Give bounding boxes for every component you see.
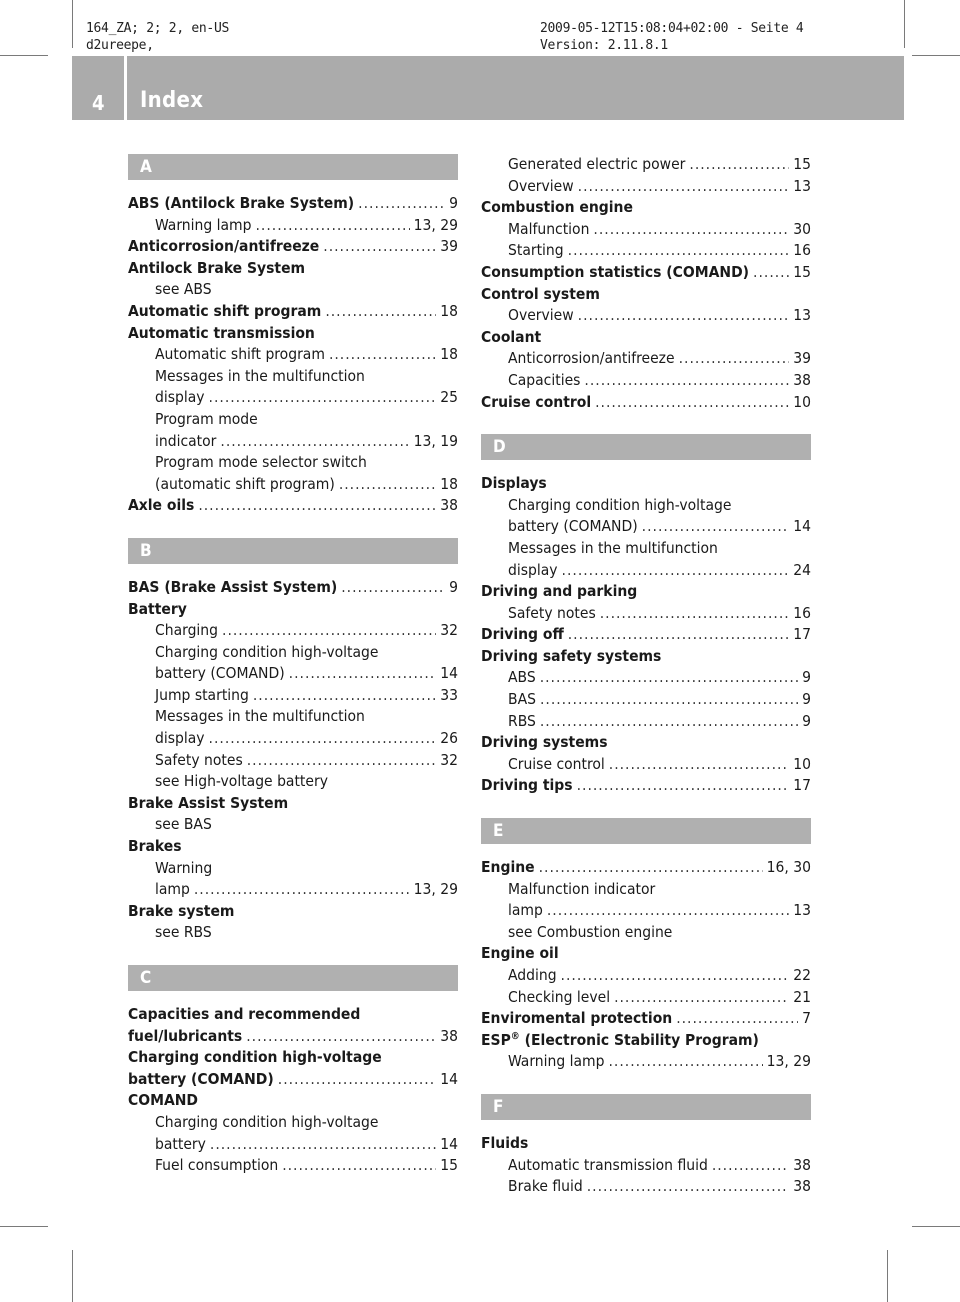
entry-label: BAS (Brake Assist System) — [128, 577, 338, 596]
entry-label: Charging — [155, 621, 219, 640]
index-subentry: Warning — [155, 858, 213, 877]
section-spacer — [481, 1120, 811, 1133]
index-subentry — [128, 685, 458, 707]
page-reference: 13, 29 — [413, 880, 458, 899]
index-subentry — [481, 900, 811, 922]
index-heading: Fluids — [481, 1133, 529, 1152]
meta-line: Version: 2.11.8.1 — [540, 38, 668, 53]
index-subentry: Program mode selector switch — [155, 453, 367, 472]
index-subentry — [481, 1051, 811, 1073]
index-heading: COMAND — [128, 1091, 199, 1110]
entry-label: Jump starting — [155, 685, 249, 704]
index-subentry: Messages in the multifunction — [155, 707, 365, 726]
entry-label: Cruise control — [481, 392, 592, 411]
page-reference: 38 — [793, 1155, 811, 1174]
index-entry — [128, 577, 458, 599]
index-subentry — [481, 987, 811, 1009]
index-subentry: Messages in the multifunction — [155, 366, 365, 385]
leader-dots — [210, 1134, 436, 1156]
leader-dots — [358, 193, 445, 215]
leader-dots — [587, 1176, 790, 1198]
entry-label: Engine — [481, 858, 535, 877]
leader-dots — [198, 495, 436, 517]
entry-label: Fuel consumption — [155, 1156, 279, 1175]
entry-label: Warning lamp — [155, 215, 252, 234]
leader-dots — [209, 387, 437, 409]
index-entry — [128, 301, 458, 323]
leader-dots — [329, 344, 436, 366]
print-meta-right — [540, 20, 803, 54]
section-spacer — [128, 564, 458, 577]
leader-dots — [614, 987, 789, 1009]
section-letter-bar: C — [128, 965, 458, 991]
index-subentry: see BAS — [155, 815, 212, 834]
leader-dots — [247, 750, 437, 772]
page-reference: 22 — [793, 966, 811, 984]
page-reference: 10 — [793, 392, 811, 411]
index-entry — [128, 236, 458, 258]
crop-mark — [912, 1226, 960, 1227]
leader-dots — [712, 1155, 789, 1177]
page-reference: 16 — [793, 603, 811, 622]
index-subentry — [128, 387, 458, 409]
index-entry — [128, 1069, 458, 1091]
leader-dots — [577, 775, 790, 797]
entry-label: Starting — [508, 241, 564, 260]
index-subentry — [481, 965, 811, 987]
entry-label: (automatic shift program) — [155, 474, 335, 493]
leader-dots — [561, 965, 790, 987]
leader-dots — [584, 370, 789, 392]
entry-label: display — [155, 388, 205, 407]
page-reference: 13, 29 — [766, 1052, 811, 1071]
page-reference: 39 — [793, 349, 811, 368]
page-reference: 14 — [440, 1069, 458, 1088]
index-heading: Driving systems — [481, 733, 608, 752]
entry-label: Malfunction — [508, 219, 590, 238]
index-entry — [481, 392, 811, 414]
entry-label: Safety notes — [508, 603, 596, 622]
page-reference: 33 — [440, 685, 458, 704]
index-subentry: see Combustion engine — [508, 922, 673, 941]
index-subentry — [481, 667, 811, 689]
index-heading: Engine oil — [481, 944, 559, 963]
entry-label: battery (COMAND) — [508, 517, 638, 536]
page-reference: 38 — [793, 1177, 811, 1196]
page-reference: 32 — [440, 750, 458, 769]
leader-dots — [568, 240, 790, 262]
entry-label: battery — [155, 1134, 206, 1153]
entry-label: display — [155, 729, 205, 748]
crop-mark — [72, 0, 73, 48]
index-heading: Control system — [481, 284, 600, 303]
index-heading: Driving and parking — [481, 582, 638, 601]
index-subentry: Malfunction indicator — [508, 879, 656, 898]
page-reference: 18 — [440, 474, 458, 493]
index-subentry — [128, 620, 458, 642]
section-spacer — [128, 991, 458, 1004]
section-letter-bar: E — [481, 818, 811, 844]
index-subentry: Charging condition high-voltage — [508, 495, 732, 514]
page-reference: 24 — [793, 560, 811, 579]
page-reference: 17 — [793, 625, 811, 644]
index-subentry — [481, 1155, 811, 1177]
index-subentry — [481, 560, 811, 582]
index-heading: Automatic transmission — [128, 323, 315, 342]
entry-label: lamp — [155, 880, 190, 899]
leader-dots — [256, 215, 410, 237]
leader-dots — [289, 663, 437, 685]
page-reference: 15 — [793, 155, 811, 173]
entry-label: Overview — [508, 176, 574, 195]
leader-dots — [568, 624, 790, 646]
index-subentry — [128, 474, 458, 496]
leader-dots — [753, 262, 789, 284]
page-reference: 32 — [440, 621, 458, 640]
entry-label: Cruise control — [508, 754, 605, 773]
index-column-right — [481, 154, 811, 1198]
header-divider — [124, 56, 127, 120]
leader-dots — [679, 348, 790, 370]
page-reference: 13, 29 — [413, 215, 458, 234]
leader-dots — [282, 1155, 436, 1177]
index-heading: Antilock Brake System — [128, 258, 306, 277]
index-heading: Brakes — [128, 837, 182, 856]
index-entry — [481, 1008, 811, 1030]
page-reference: 9 — [449, 577, 458, 596]
section-spacer — [128, 517, 458, 538]
meta-line: d2ureepe, — [86, 38, 154, 53]
page-reference: 38 — [793, 370, 811, 389]
index-subentry — [481, 711, 811, 733]
leader-dots — [547, 900, 789, 922]
page-reference: 14 — [440, 664, 458, 683]
page-reference: 13, 19 — [413, 431, 458, 450]
leader-dots — [689, 154, 789, 176]
entry-label: ABS (Antilock Brake System) — [128, 194, 355, 212]
index-subentry — [481, 603, 811, 625]
leader-dots — [593, 219, 789, 241]
entry-label: RBS — [508, 711, 536, 730]
section-spacer — [128, 180, 458, 193]
index-heading: ESP® (Electronic Stability Program) — [481, 1030, 759, 1049]
page-number: 4 — [92, 91, 105, 115]
index-entry — [481, 857, 811, 879]
index-subentry — [481, 1176, 811, 1198]
leader-dots — [562, 560, 790, 582]
entry-label: Brake fluid — [508, 1177, 583, 1196]
entry-label: lamp — [508, 901, 543, 920]
index-entry — [128, 193, 458, 215]
page-reference: 15 — [440, 1156, 458, 1175]
leader-dots — [540, 667, 798, 689]
index-subentry — [481, 754, 811, 776]
index-heading: Brake Assist System — [128, 793, 289, 812]
crop-mark — [0, 55, 48, 56]
page-reference: 18 — [440, 301, 458, 320]
section-letter-bar: A — [128, 154, 458, 180]
index-subentry — [128, 344, 458, 366]
index-subentry — [481, 516, 811, 538]
page-reference: 14 — [793, 517, 811, 536]
page-reference: 38 — [440, 496, 458, 515]
index-entry — [481, 624, 811, 646]
crop-mark — [72, 1250, 73, 1302]
entry-label: battery (COMAND) — [128, 1069, 274, 1088]
leader-dots — [609, 754, 789, 776]
index-subentry — [481, 154, 811, 176]
meta-line: 164_ZA; 2; 2, en-US — [86, 21, 230, 36]
page-reference: 10 — [793, 754, 811, 773]
leader-dots — [246, 1026, 436, 1048]
page-reference: 15 — [793, 262, 811, 281]
page-reference: 25 — [440, 388, 458, 407]
index-subentry: Charging condition high-voltage — [155, 642, 379, 661]
meta-line: 2009-05-12T15:08:04+02:00 - Seite 4 — [540, 21, 804, 36]
section-spacer — [481, 844, 811, 857]
leader-dots — [578, 305, 790, 327]
leader-dots — [341, 577, 445, 599]
index-subentry: see RBS — [155, 923, 212, 942]
leader-dots — [540, 711, 798, 733]
page-reference: 38 — [440, 1026, 458, 1045]
crop-mark — [887, 1250, 888, 1302]
index-subentry — [128, 879, 458, 901]
entry-label: display — [508, 560, 558, 579]
crop-mark — [0, 1226, 48, 1227]
section-letter-bar: B — [128, 538, 458, 564]
page-reference: 16, 30 — [766, 858, 811, 877]
entry-label: Anticorrosion/antifreeze — [128, 237, 320, 256]
index-subentry — [128, 750, 458, 772]
page-reference: 7 — [802, 1009, 811, 1028]
index-subentry — [481, 240, 811, 262]
leader-dots — [323, 236, 436, 258]
index-subentry — [481, 689, 811, 711]
leader-dots — [339, 474, 436, 496]
index-heading: Driving safety systems — [481, 646, 662, 665]
index-subentry — [128, 1134, 458, 1156]
index-subentry — [481, 370, 811, 392]
entry-label: Overview — [508, 306, 574, 325]
entry-label: Warning lamp — [508, 1052, 605, 1071]
page-reference: 14 — [440, 1134, 458, 1153]
index-subentry — [128, 215, 458, 237]
page-reference: 9 — [802, 711, 811, 730]
page-reference: 30 — [793, 219, 811, 238]
page-reference: 21 — [793, 987, 811, 1006]
page-reference: 9 — [449, 194, 458, 212]
entry-label: Safety notes — [155, 750, 243, 769]
index-subentry — [128, 431, 458, 453]
index-subentry — [481, 219, 811, 241]
print-meta-left — [86, 20, 229, 54]
crop-mark — [912, 55, 960, 56]
entry-label: ABS — [508, 668, 536, 687]
entry-label: Adding — [508, 966, 557, 984]
section-letter-bar: D — [481, 434, 811, 460]
index-subentry: see ABS — [155, 280, 212, 299]
entry-label: Automatic shift program — [128, 301, 322, 320]
index-subentry: Charging condition high-voltage — [155, 1112, 379, 1131]
index-subentry — [481, 176, 811, 198]
entry-label: Capacities — [508, 370, 581, 389]
entry-label: Anticorrosion/antifreeze — [508, 349, 675, 368]
entry-label: Driving tips — [481, 776, 573, 795]
index-heading: Capacities and recommended — [128, 1005, 361, 1023]
page-reference: 13 — [793, 901, 811, 920]
index-entry — [128, 1026, 458, 1048]
section-spacer — [481, 460, 811, 473]
leader-dots — [220, 431, 409, 453]
section-spacer — [481, 1073, 811, 1094]
index-entry — [128, 495, 458, 517]
index-heading: Displays — [481, 474, 547, 493]
index-subentry: Messages in the multifunction — [508, 538, 718, 557]
index-entry — [481, 775, 811, 797]
section-spacer — [128, 944, 458, 965]
index-heading: Charging condition high-voltage — [128, 1048, 382, 1067]
page-reference: 13 — [793, 176, 811, 195]
index-heading: Combustion engine — [481, 198, 633, 217]
leader-dots — [595, 392, 789, 414]
entry-label: Consumption statistics (COMAND) — [481, 262, 750, 281]
index-heading: Battery — [128, 599, 187, 618]
entry-label: Driving off — [481, 625, 564, 644]
page-reference: 16 — [793, 241, 811, 260]
index-subentry — [128, 663, 458, 685]
index-column-left — [128, 154, 458, 1177]
entry-label: battery (COMAND) — [155, 664, 285, 683]
leader-dots — [642, 516, 790, 538]
index-subentry — [481, 305, 811, 327]
leader-dots — [325, 301, 436, 323]
entry-label: fuel/lubricants — [128, 1026, 243, 1045]
index-heading: Coolant — [481, 327, 542, 346]
leader-dots — [278, 1069, 436, 1091]
crop-mark — [904, 0, 905, 48]
leader-dots — [194, 879, 410, 901]
leader-dots — [600, 603, 790, 625]
index-subentry: see High-voltage battery — [155, 772, 328, 791]
leader-dots — [609, 1051, 763, 1073]
index-subentry: Program mode — [155, 409, 258, 428]
section-spacer — [481, 413, 811, 434]
page-title: Index — [140, 88, 204, 113]
leader-dots — [676, 1008, 798, 1030]
leader-dots — [222, 620, 436, 642]
page-reference: 18 — [440, 345, 458, 364]
index-subentry — [128, 1155, 458, 1177]
leader-dots — [540, 689, 798, 711]
leader-dots — [578, 176, 790, 198]
page-reference: 39 — [440, 237, 458, 256]
entry-label: BAS — [508, 690, 536, 709]
entry-label: indicator — [155, 431, 217, 450]
page-reference: 13 — [793, 306, 811, 325]
page-reference: 17 — [793, 776, 811, 795]
page-reference: 26 — [440, 729, 458, 748]
index-heading: Brake system — [128, 901, 235, 920]
section-spacer — [481, 797, 811, 818]
entry-label: Generated electric power — [508, 155, 686, 173]
section-letter-bar: F — [481, 1094, 811, 1120]
index-subentry — [481, 348, 811, 370]
page-reference: 9 — [802, 690, 811, 709]
page-reference: 9 — [802, 668, 811, 687]
entry-label: Enviromental protection — [481, 1009, 673, 1028]
index-subentry — [128, 728, 458, 750]
leader-dots — [253, 685, 436, 707]
leader-dots — [209, 728, 437, 750]
leader-dots — [539, 857, 763, 879]
entry-label: Checking level — [508, 987, 611, 1006]
entry-label: Automatic shift program — [155, 345, 325, 364]
entry-label: Automatic transmission fluid — [508, 1155, 708, 1174]
entry-label: Axle oils — [128, 496, 195, 515]
index-entry — [481, 262, 811, 284]
